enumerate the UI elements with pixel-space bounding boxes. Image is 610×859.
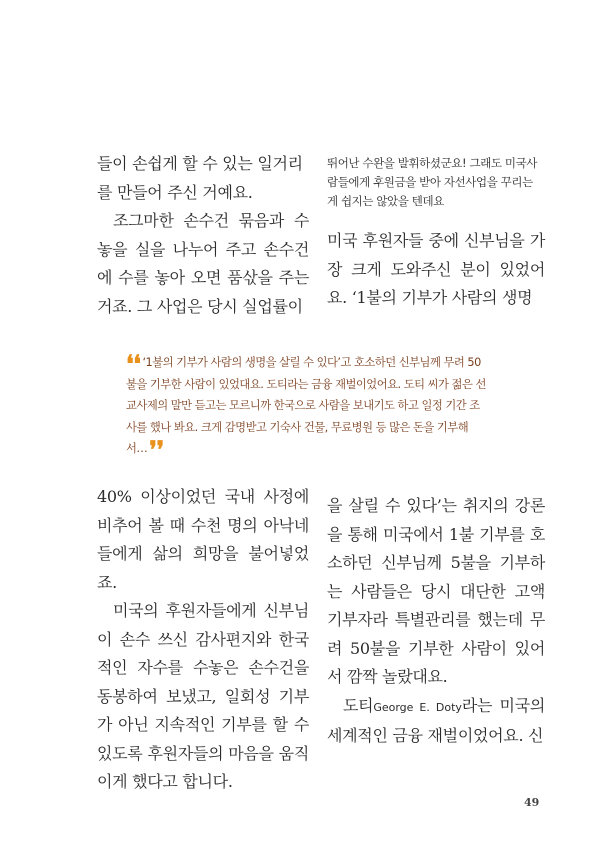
bottom-right-paragraph-1: 을 살릴 수 있다’는 취지의 강론을 통해 미국에서 1불 기부를 호소하던 신부님께 5불을 기부하는 사람들은 당시 대단한 고액 기부자라 특별관리를 했는데 무려 50불을 기부한 사람이 있어서 깜짝 놀랐대요. (327, 496, 545, 686)
top-left-line-1: 들이 손쉽게 할 수 있는 일거리 (97, 154, 303, 173)
top-right-column (327, 154, 545, 313)
top-left-paragraph: 조그마한 손수건 묶음과 수놓을 실을 나누어 주고 손수건에 수를 놓아 오면 품삯을 주는 거죠. 그 사업은 당시 실업률이 (97, 211, 309, 316)
top-left-line-2: 를 만들어 주신 거예요. (97, 182, 253, 202)
close-quote-mark: ❜❜ (149, 435, 164, 464)
bottom-left-paragraph-2: 미국의 후원자들에게 신부님이 손수 쓰신 감사편지와 한국적인 자수를 수놓은 손수건을 동봉하여 보냈고, 일회성 기부가 아닌 지속적인 기부를 할 수 있도록 후원자들의 마음을 움직이게 했다고 합니다. (97, 601, 309, 791)
doty-korean-name: 도티 (343, 695, 374, 715)
open-quote-mark: ❛❛ (126, 349, 141, 378)
bottom-left-paragraph-1: 40% 이상이었던 국내 사정에 비추어 볼 때 수천 명의 아낙네들에게 삶의 희망을 불어넣었죠. (97, 487, 309, 592)
pull-quote (126, 349, 486, 464)
interview-question: 뛰어난 수완을 발휘하셨군요! 그래도 미국사람들에게 후원금을 받아 자선사업을 꾸리는 게 쉽지는 않았을 텐데요 (327, 156, 537, 208)
bottom-right-column (327, 492, 545, 751)
pull-quote-text: ‘1불의 기부가 사람의 생명을 살릴 수 있다’고 호소하던 신부님께 무려 50불을 기부한 사람이 있었대요. 도티라는 금융 재벌이었어요. 도티 씨가 젊은 선교사제의 말만 듣고는 모르니까 한국으로 사람을 보내기도 하고 일정 기간 조사를 했나 봐요. 크게 감명받고 기숙사 건물, 무료병원 등 많은 돈을 기부해서… (126, 356, 486, 455)
page-number: 49 (524, 796, 540, 809)
doty-english-name: George E. Doty (373, 700, 462, 714)
bottom-right-paragraph-2 (327, 692, 545, 751)
top-right-paragraph: 미국 후원자들 중에 신부님을 가장 크게 도와주신 분이 있었어요. ‘1불의 기부가 사람의 생명 (327, 231, 545, 307)
bottom-right-paragraph-2-text: 라는 미국의 세계적인 금융 재벌이었어요. 신 (327, 695, 545, 745)
bottom-left-column (97, 483, 309, 797)
top-left-column (97, 150, 309, 321)
